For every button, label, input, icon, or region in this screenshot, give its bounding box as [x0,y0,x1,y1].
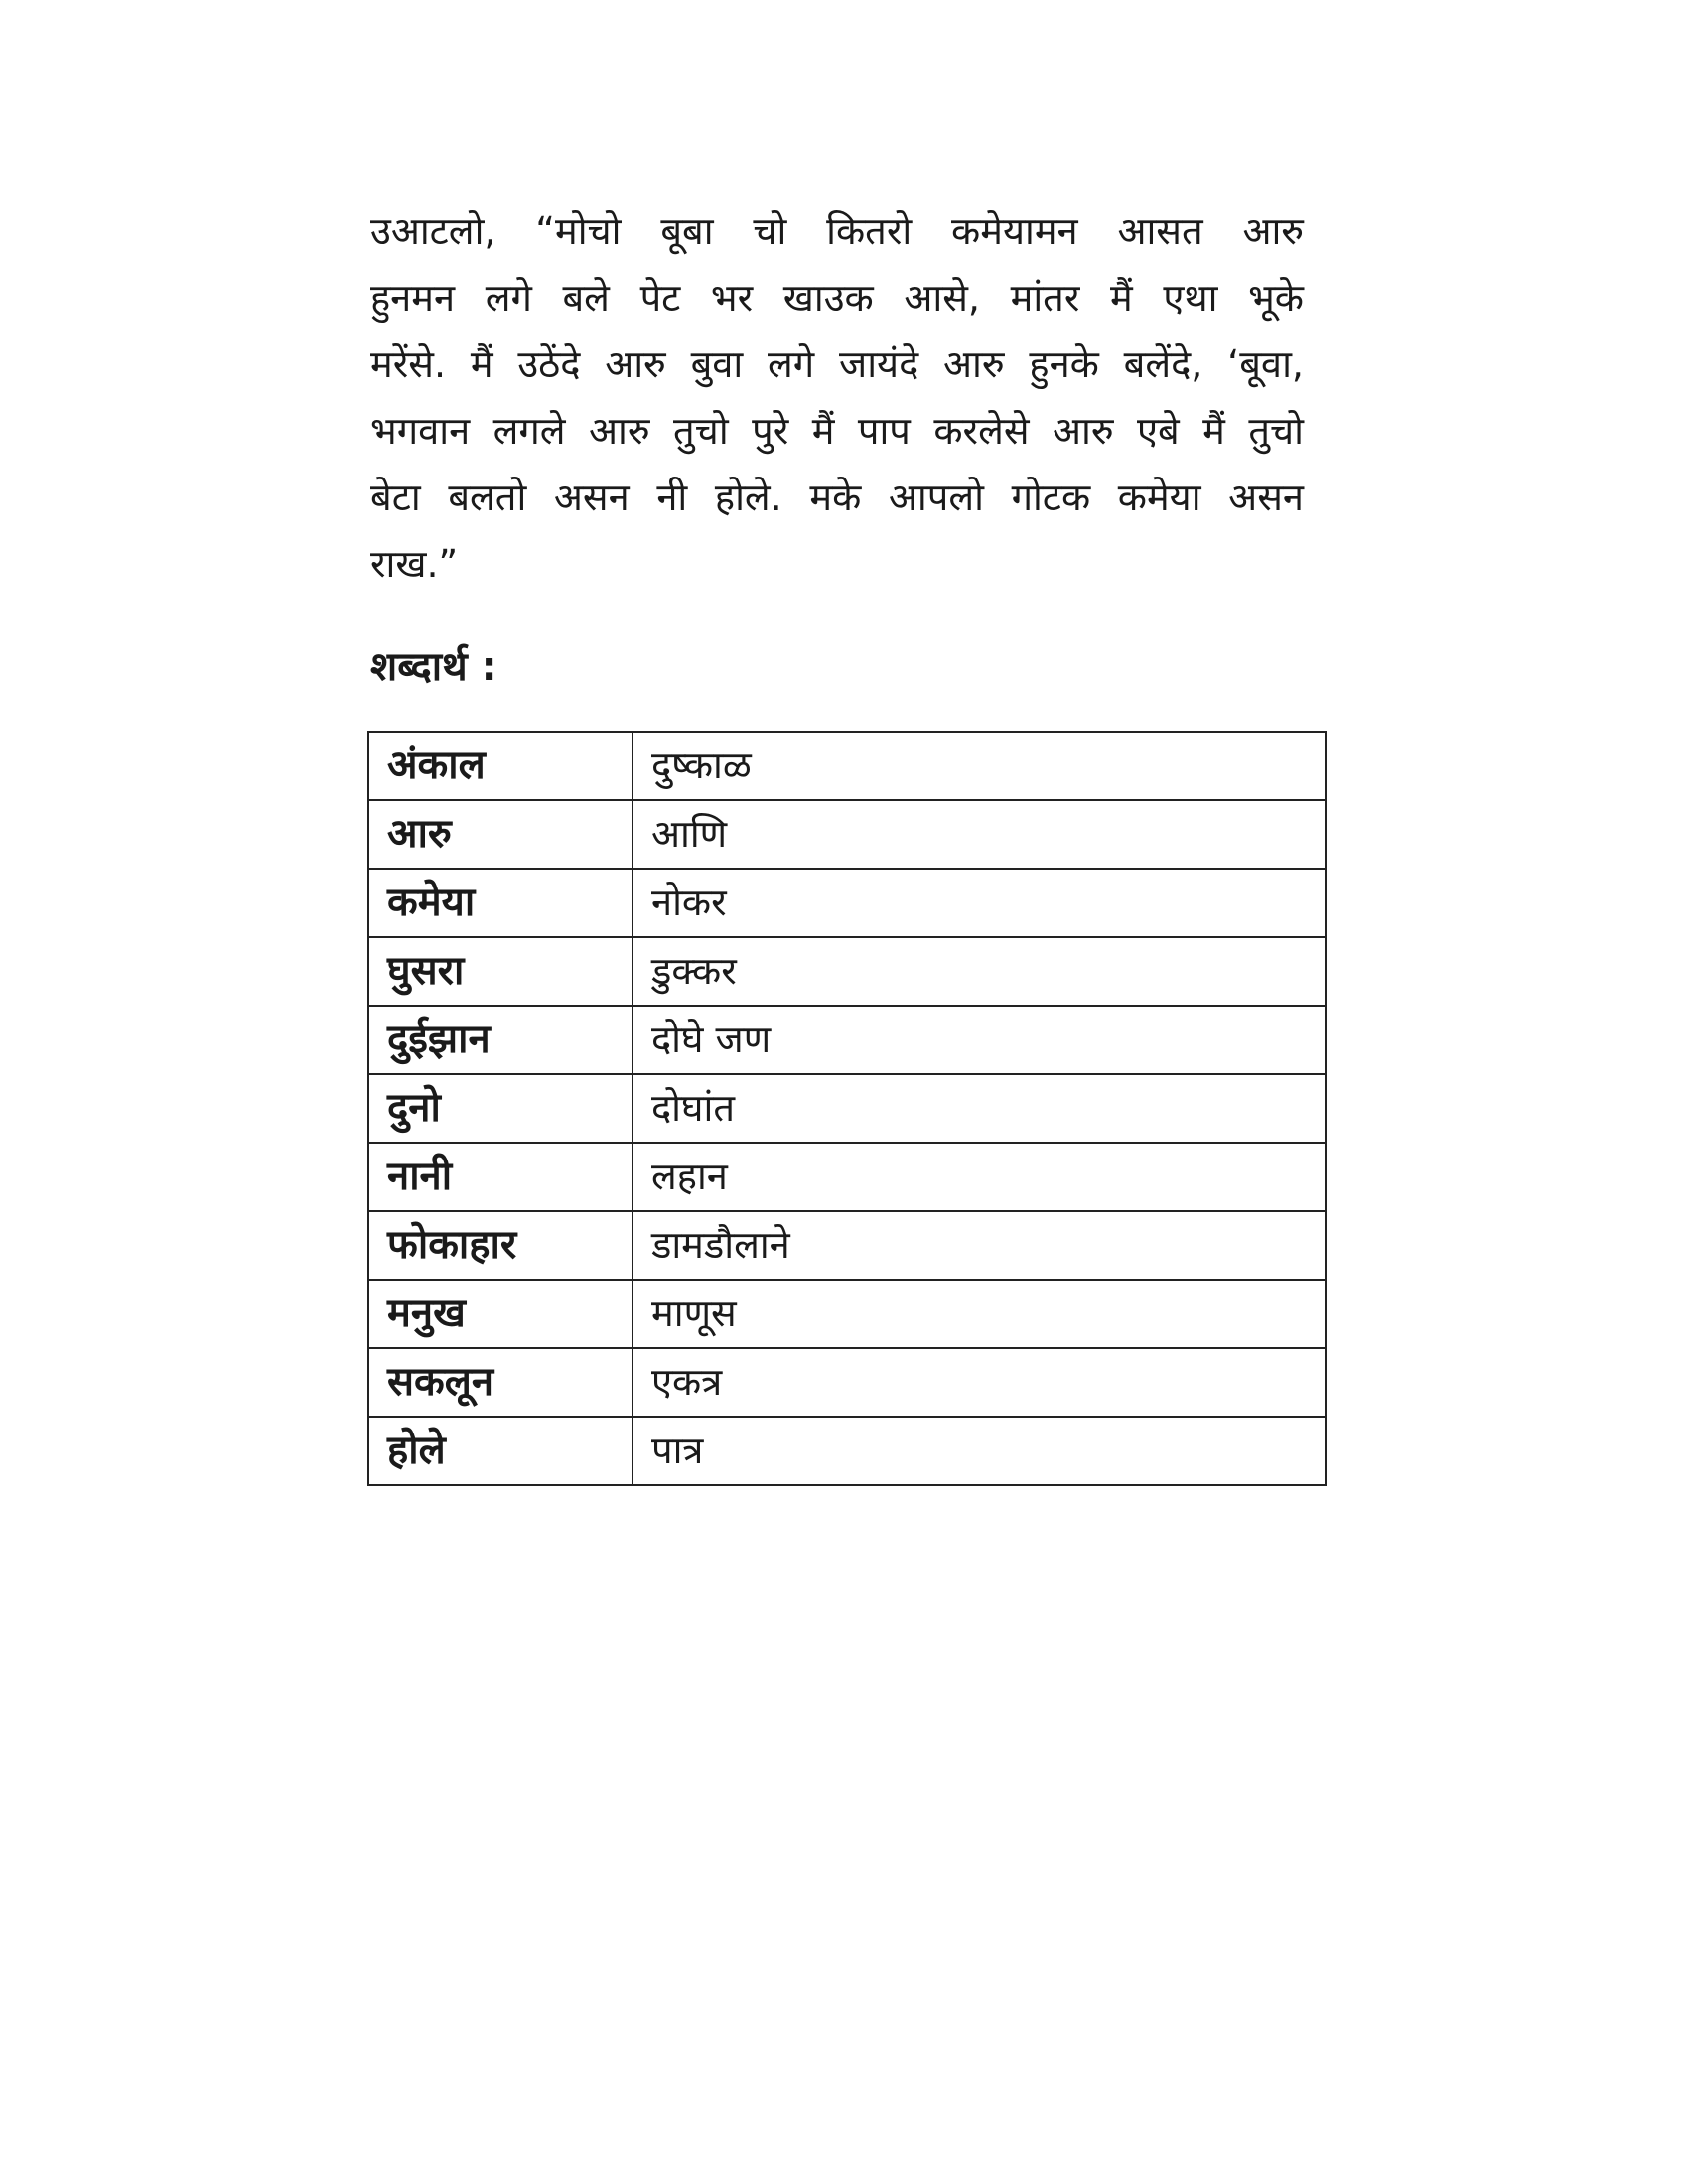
glossary-table [367,731,1327,1486]
glossary-term: अंकाल [368,732,633,800]
table-row [368,1143,1326,1211]
passage-line: बेटा बलतो असन नी होले. मके आपलो गोटक कमेया असन [370,476,1304,519]
glossary-term: नानी [368,1143,633,1211]
glossary-term: होले [368,1417,633,1485]
table-row [368,1280,1326,1348]
passage-line: मरेंसे. मैं उठेंदे आरु बुवा लगे जायंदे आरु हुनके बलेंदे, ‘बूवा, [370,342,1304,386]
glossary-meaning: दुष्काळ [633,732,1326,800]
glossary-term: कमेया [368,869,633,937]
table-row [368,1417,1326,1485]
glossary-meaning: डामडौलाने [633,1211,1326,1280]
glossary-meaning: डुक्कर [633,937,1326,1006]
glossary-heading: शब्दार्थ : [370,644,497,690]
table-row [368,937,1326,1006]
glossary-term: आरु [368,800,633,869]
table-row [368,1211,1326,1280]
glossary-term: सकलून [368,1348,633,1417]
glossary-meaning: आणि [633,800,1326,869]
passage-line: राख.” [370,542,459,586]
table-row [368,732,1326,800]
glossary-term: मनुख [368,1280,633,1348]
glossary-meaning: पात्र [633,1417,1326,1485]
glossary-term: घुसरा [368,937,633,1006]
table-row [368,1006,1326,1074]
glossary-term: फोकाहार [368,1211,633,1280]
passage-line: भगवान लगले आरु तुचो पुरे मैं पाप करलेसे आरु एबे मैं तुचो [370,409,1304,453]
table-row [368,1348,1326,1417]
glossary-meaning: एकत्र [633,1348,1326,1417]
glossary-meaning: लहान [633,1143,1326,1211]
glossary-meaning: दोघे जण [633,1006,1326,1074]
table-row [368,1074,1326,1143]
glossary-meaning: माणूस [633,1280,1326,1348]
table-row [368,869,1326,937]
table-row [368,800,1326,869]
glossary-meaning: नोकर [633,869,1326,937]
glossary-term: दुनो [368,1074,633,1143]
passage-line: उआटलो, “मोचो बूबा चो कितरो कमेयामन आसत आरु [370,209,1304,253]
glossary-meaning: दोघांत [633,1074,1326,1143]
passage-line: हुनमन लगे बले पेट भर खाउक आसे, मांतर मैं एथा भूके [370,276,1304,320]
glossary-term: दुईझान [368,1006,633,1074]
story-passage [370,199,1304,598]
